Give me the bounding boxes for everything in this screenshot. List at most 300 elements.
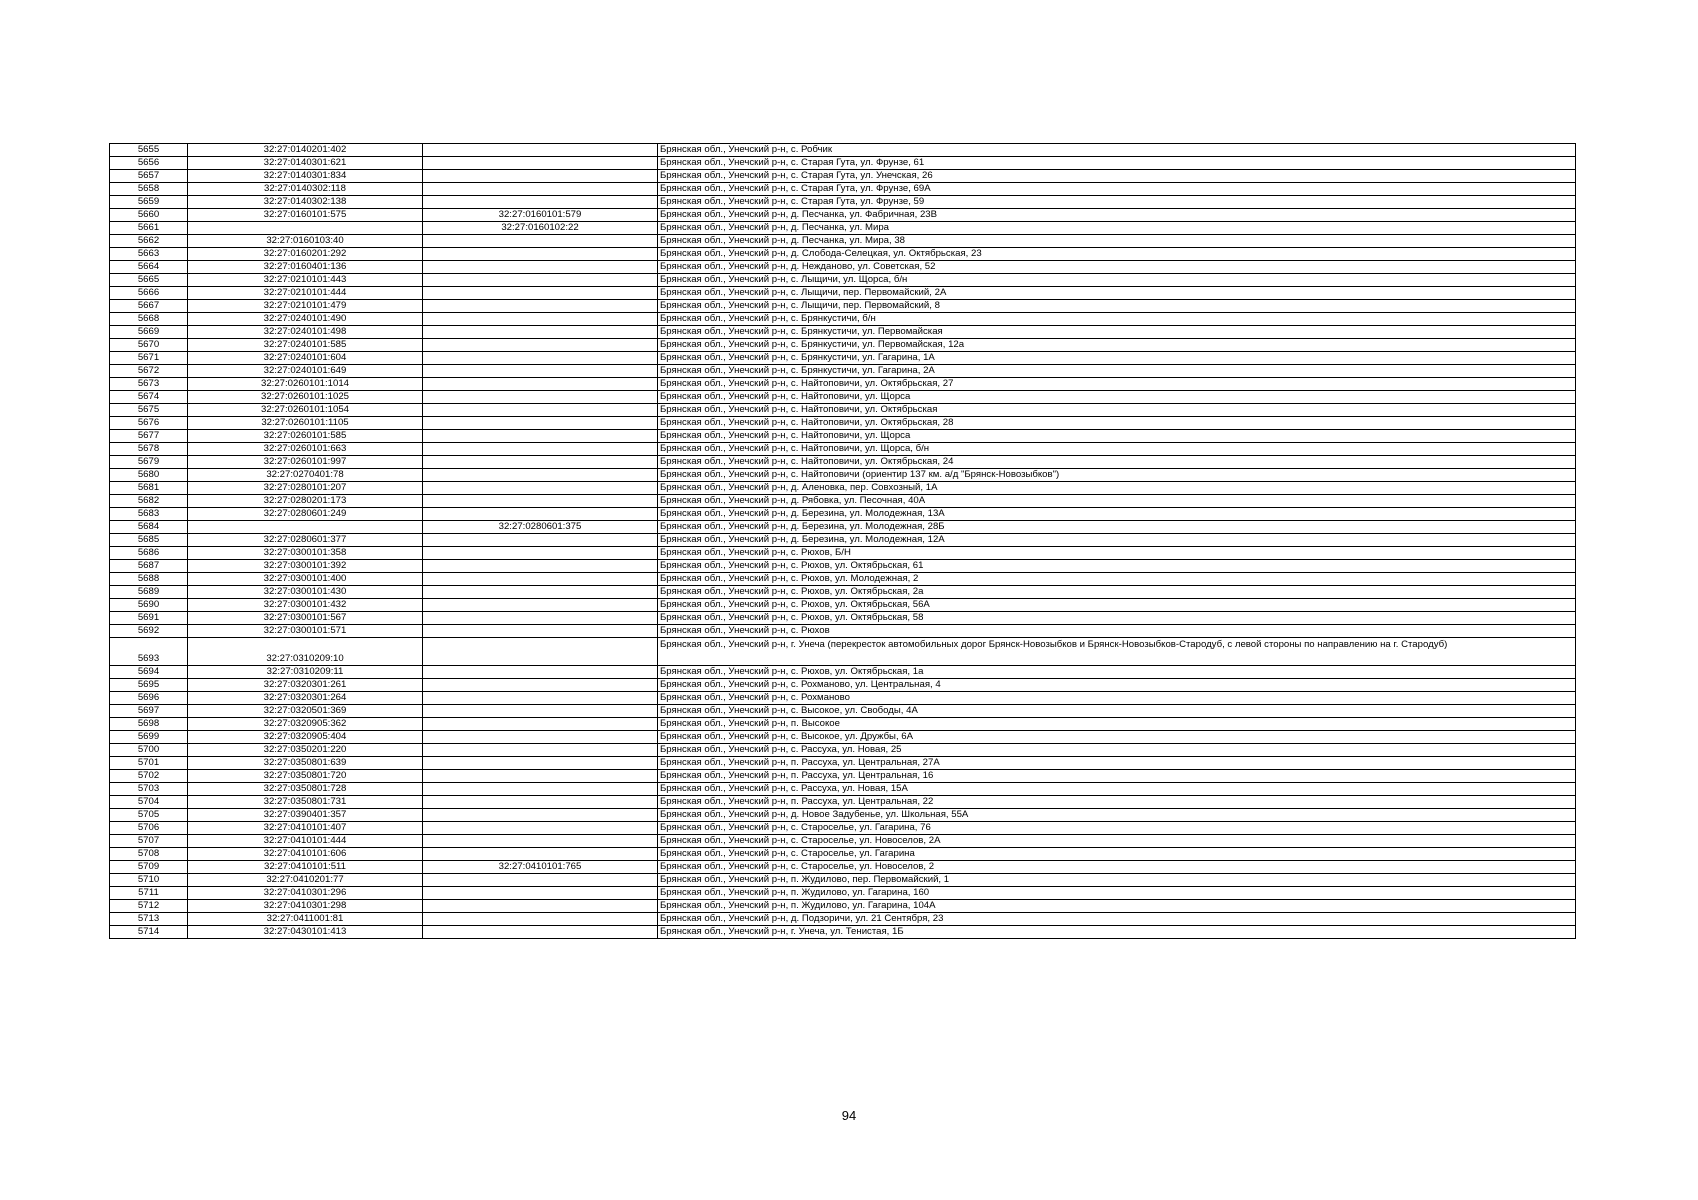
row-number-cell: 5661 bbox=[110, 222, 188, 235]
cadastral-number-cell: 32:27:0410101:444 bbox=[188, 835, 423, 848]
table-row bbox=[110, 456, 1576, 469]
cadastral-number-cell: 32:27:0160401:136 bbox=[188, 261, 423, 274]
table-row bbox=[110, 378, 1576, 391]
related-cadastral-number-cell bbox=[423, 900, 658, 913]
address-cell: Брянская обл., Унечский р-н, с. Найтоповичи (ориентир 137 км. а/д "Брянск-Новозыбков") bbox=[658, 469, 1576, 482]
row-number-cell: 5714 bbox=[110, 926, 188, 939]
row-number-cell: 5676 bbox=[110, 417, 188, 430]
cadastral-number-cell: 32:27:0260101:585 bbox=[188, 430, 423, 443]
address-cell: Брянская обл., Унечский р-н, с. Найтоповичи, ул. Октябрьская, 28 bbox=[658, 417, 1576, 430]
related-cadastral-number-cell bbox=[423, 391, 658, 404]
cadastral-number-cell: 32:27:0300101:400 bbox=[188, 573, 423, 586]
row-number-cell: 5672 bbox=[110, 365, 188, 378]
table-row bbox=[110, 783, 1576, 796]
cadastral-number-cell: 32:27:0240101:490 bbox=[188, 313, 423, 326]
row-number-cell: 5692 bbox=[110, 625, 188, 638]
address-cell: Брянская обл., Унечский р-н, п. Жудилово, пер. Первомайский, 1 bbox=[658, 874, 1576, 887]
related-cadastral-number-cell bbox=[423, 326, 658, 339]
related-cadastral-number-cell bbox=[423, 157, 658, 170]
table-row bbox=[110, 599, 1576, 612]
cadastral-number-cell: 32:27:0240101:649 bbox=[188, 365, 423, 378]
cadastral-number-cell: 32:27:0410101:606 bbox=[188, 848, 423, 861]
cadastral-number-cell: 32:27:0140302:118 bbox=[188, 183, 423, 196]
row-number-cell: 5701 bbox=[110, 757, 188, 770]
row-number-cell: 5666 bbox=[110, 287, 188, 300]
cadastral-number-cell: 32:27:0411001:81 bbox=[188, 913, 423, 926]
table-row bbox=[110, 625, 1576, 638]
table-row bbox=[110, 809, 1576, 822]
related-cadastral-number-cell bbox=[423, 196, 658, 209]
table-row bbox=[110, 638, 1576, 666]
related-cadastral-number-cell bbox=[423, 835, 658, 848]
table-row bbox=[110, 612, 1576, 625]
cadastral-number-cell: 32:27:0410301:296 bbox=[188, 887, 423, 900]
table-row bbox=[110, 391, 1576, 404]
address-cell: Брянская обл., Унечский р-н, п. Рассуха, ул. Центральная, 27А bbox=[658, 757, 1576, 770]
cadastral-number-cell: 32:27:0300101:358 bbox=[188, 547, 423, 560]
row-number-cell: 5709 bbox=[110, 861, 188, 874]
row-number-cell: 5668 bbox=[110, 313, 188, 326]
related-cadastral-number-cell bbox=[423, 456, 658, 469]
row-number-cell: 5713 bbox=[110, 913, 188, 926]
related-cadastral-number-cell bbox=[423, 534, 658, 547]
related-cadastral-number-cell bbox=[423, 718, 658, 731]
address-cell: Брянская обл., Унечский р-н, д. Подзоричи, ул. 21 Сентября, 23 bbox=[658, 913, 1576, 926]
related-cadastral-number-cell: 32:27:0160101:579 bbox=[423, 209, 658, 222]
address-cell: Брянская обл., Унечский р-н, с. Найтоповичи, ул. Октябрьская, 24 bbox=[658, 456, 1576, 469]
cadastral-number-cell bbox=[188, 521, 423, 534]
registry-table bbox=[109, 143, 1576, 939]
related-cadastral-number-cell: 32:27:0160102:22 bbox=[423, 222, 658, 235]
table-row bbox=[110, 365, 1576, 378]
table-row bbox=[110, 887, 1576, 900]
related-cadastral-number-cell bbox=[423, 482, 658, 495]
address-cell: Брянская обл., Унечский р-н, д. Рябовка, ул. Песочная, 40А bbox=[658, 495, 1576, 508]
address-cell: Брянская обл., Унечский р-н, п. Жудилово, ул. Гагарина, 104А bbox=[658, 900, 1576, 913]
address-cell: Брянская обл., Унечский р-н, с. Старая Гута, ул. Унечская, 26 bbox=[658, 170, 1576, 183]
address-cell: Брянская обл., Унечский р-н, с. Староселье, ул. Новоселов, 2А bbox=[658, 835, 1576, 848]
cadastral-number-cell: 32:27:0350801:720 bbox=[188, 770, 423, 783]
address-cell: Брянская обл., Унечский р-н, с. Лыщичи, пер. Первомайский, 8 bbox=[658, 300, 1576, 313]
address-cell: Брянская обл., Унечский р-н, с. Старая Гута, ул. Фрунзе, 59 bbox=[658, 196, 1576, 209]
related-cadastral-number-cell bbox=[423, 744, 658, 757]
table-row bbox=[110, 144, 1576, 157]
address-cell: Брянская обл., Унечский р-н, с. Найтоповичи, ул. Щорса, б/н bbox=[658, 443, 1576, 456]
cadastral-number-cell: 32:27:0320301:264 bbox=[188, 692, 423, 705]
cadastral-number-cell: 32:27:0280601:249 bbox=[188, 508, 423, 521]
address-cell: Брянская обл., Унечский р-н, с. Рюхов, Б/Н bbox=[658, 547, 1576, 560]
cadastral-number-cell: 32:27:0350801:731 bbox=[188, 796, 423, 809]
address-cell: Брянская обл., Унечский р-н, д. Песчанка, ул. Мира bbox=[658, 222, 1576, 235]
address-cell: Брянская обл., Унечский р-н, с. Рохманово bbox=[658, 692, 1576, 705]
related-cadastral-number-cell bbox=[423, 809, 658, 822]
related-cadastral-number-cell bbox=[423, 352, 658, 365]
address-cell: Брянская обл., Унечский р-н, п. Рассуха, ул. Центральная, 22 bbox=[658, 796, 1576, 809]
cadastral-number-cell: 32:27:0410301:298 bbox=[188, 900, 423, 913]
related-cadastral-number-cell bbox=[423, 599, 658, 612]
related-cadastral-number-cell bbox=[423, 679, 658, 692]
cadastral-number-cell: 32:27:0300101:392 bbox=[188, 560, 423, 573]
related-cadastral-number-cell: 32:27:0410101:765 bbox=[423, 861, 658, 874]
row-number-cell: 5674 bbox=[110, 391, 188, 404]
table-row bbox=[110, 666, 1576, 679]
row-number-cell: 5711 bbox=[110, 887, 188, 900]
row-number-cell: 5705 bbox=[110, 809, 188, 822]
address-cell: Брянская обл., Унечский р-н, д. Песчанка, ул. Фабричная, 23В bbox=[658, 209, 1576, 222]
address-cell: Брянская обл., Унечский р-н, с. Брянкустичи, ул. Гагарина, 1А bbox=[658, 352, 1576, 365]
address-cell: Брянская обл., Унечский р-н, с. Рюхов, ул. Октябрьская, 61 bbox=[658, 560, 1576, 573]
table-row bbox=[110, 521, 1576, 534]
related-cadastral-number-cell bbox=[423, 638, 658, 666]
row-number-cell: 5703 bbox=[110, 783, 188, 796]
row-number-cell: 5662 bbox=[110, 235, 188, 248]
cadastral-number-cell: 32:27:0140302:138 bbox=[188, 196, 423, 209]
related-cadastral-number-cell bbox=[423, 144, 658, 157]
related-cadastral-number-cell bbox=[423, 183, 658, 196]
address-cell: Брянская обл., Унечский р-н, с. Лыщичи, пер. Первомайский, 2А bbox=[658, 287, 1576, 300]
address-cell: Брянская обл., Унечский р-н, с. Лыщичи, ул. Щорса, б/н bbox=[658, 274, 1576, 287]
related-cadastral-number-cell bbox=[423, 560, 658, 573]
row-number-cell: 5702 bbox=[110, 770, 188, 783]
related-cadastral-number-cell bbox=[423, 313, 658, 326]
address-cell: Брянская обл., Унечский р-н, с. Рюхов, ул. Октябрьская, 58 bbox=[658, 612, 1576, 625]
table-row bbox=[110, 835, 1576, 848]
table-row bbox=[110, 534, 1576, 547]
address-cell: Брянская обл., Унечский р-н, с. Староселье, ул. Гагарина, 76 bbox=[658, 822, 1576, 835]
table-row bbox=[110, 261, 1576, 274]
row-number-cell: 5689 bbox=[110, 586, 188, 599]
address-cell: Брянская обл., Унечский р-н, д. Аленовка, пер. Совхозный, 1А bbox=[658, 482, 1576, 495]
row-number-cell: 5683 bbox=[110, 508, 188, 521]
table-row bbox=[110, 861, 1576, 874]
row-number-cell: 5684 bbox=[110, 521, 188, 534]
cadastral-number-cell: 32:27:0240101:585 bbox=[188, 339, 423, 352]
related-cadastral-number-cell bbox=[423, 705, 658, 718]
address-cell: Брянская обл., Унечский р-н, п. Высокое bbox=[658, 718, 1576, 731]
row-number-cell: 5698 bbox=[110, 718, 188, 731]
cadastral-number-cell: 32:27:0140301:621 bbox=[188, 157, 423, 170]
row-number-cell: 5690 bbox=[110, 599, 188, 612]
cadastral-number-cell: 32:27:0390401:357 bbox=[188, 809, 423, 822]
related-cadastral-number-cell bbox=[423, 666, 658, 679]
table-row bbox=[110, 417, 1576, 430]
cadastral-number-cell: 32:27:0280101:207 bbox=[188, 482, 423, 495]
row-number-cell: 5667 bbox=[110, 300, 188, 313]
table-row bbox=[110, 757, 1576, 770]
cadastral-number-cell: 32:27:0260101:663 bbox=[188, 443, 423, 456]
cadastral-number-cell bbox=[188, 222, 423, 235]
cadastral-number-cell: 32:27:0350801:728 bbox=[188, 783, 423, 796]
cadastral-number-cell: 32:27:0260101:1054 bbox=[188, 404, 423, 417]
table-row bbox=[110, 900, 1576, 913]
address-cell: Брянская обл., Унечский р-н, г. Унеча (перекресток автомобильных дорог Брянск-Новозыбков и Брянск-Новозыбков-Стародуб, с левой стороны по направлению на г. Стародуб) bbox=[658, 638, 1576, 666]
table-row bbox=[110, 573, 1576, 586]
address-cell: Брянская обл., Унечский р-н, с. Рюхов, ул. Октябрьская, 2а bbox=[658, 586, 1576, 599]
row-number-cell: 5659 bbox=[110, 196, 188, 209]
cadastral-number-cell: 32:27:0300101:432 bbox=[188, 599, 423, 612]
related-cadastral-number-cell bbox=[423, 430, 658, 443]
address-cell: Брянская обл., Унечский р-н, с. Найтоповичи, ул. Щорса bbox=[658, 430, 1576, 443]
address-cell: Брянская обл., Унечский р-н, с. Старая Гута, ул. Фрунзе, 61 bbox=[658, 157, 1576, 170]
address-cell: Брянская обл., Унечский р-н, с. Рюхов, ул. Октябрьская, 56А bbox=[658, 599, 1576, 612]
related-cadastral-number-cell bbox=[423, 757, 658, 770]
registry-sheet bbox=[109, 143, 1576, 939]
address-cell: Брянская обл., Унечский р-н, с. Высокое, ул. Дружбы, 6А bbox=[658, 731, 1576, 744]
table-row bbox=[110, 183, 1576, 196]
related-cadastral-number-cell bbox=[423, 612, 658, 625]
related-cadastral-number-cell bbox=[423, 508, 658, 521]
cadastral-number-cell: 32:27:0280201:173 bbox=[188, 495, 423, 508]
row-number-cell: 5680 bbox=[110, 469, 188, 482]
address-cell: Брянская обл., Унечский р-н, с. Рохманово, ул. Центральная, 4 bbox=[658, 679, 1576, 692]
cadastral-number-cell: 32:27:0430101:413 bbox=[188, 926, 423, 939]
table-row bbox=[110, 770, 1576, 783]
address-cell: Брянская обл., Унечский р-н, с. Старая Гута, ул. Фрунзе, 69А bbox=[658, 183, 1576, 196]
related-cadastral-number-cell bbox=[423, 796, 658, 809]
table-row bbox=[110, 508, 1576, 521]
table-row bbox=[110, 222, 1576, 235]
row-number-cell: 5685 bbox=[110, 534, 188, 547]
row-number-cell: 5669 bbox=[110, 326, 188, 339]
address-cell: Брянская обл., Унечский р-н, с. Рюхов, ул. Молодежная, 2 bbox=[658, 573, 1576, 586]
cadastral-number-cell: 32:27:0140201:402 bbox=[188, 144, 423, 157]
table-row bbox=[110, 404, 1576, 417]
table-row bbox=[110, 482, 1576, 495]
cadastral-number-cell: 32:27:0300101:567 bbox=[188, 612, 423, 625]
related-cadastral-number-cell bbox=[423, 495, 658, 508]
address-cell: Брянская обл., Унечский р-н, д. Слобода-Селецкая, ул. Октябрьская, 23 bbox=[658, 248, 1576, 261]
table-row bbox=[110, 744, 1576, 757]
row-number-cell: 5663 bbox=[110, 248, 188, 261]
address-cell: Брянская обл., Унечский р-н, д. Березина, ул. Молодежная, 12А bbox=[658, 534, 1576, 547]
address-cell: Брянская обл., Унечский р-н, д. Березина, ул. Молодежная, 13А bbox=[658, 508, 1576, 521]
related-cadastral-number-cell bbox=[423, 443, 658, 456]
table-row bbox=[110, 339, 1576, 352]
address-cell: Брянская обл., Унечский р-н, с. Робчик bbox=[658, 144, 1576, 157]
table-row bbox=[110, 287, 1576, 300]
row-number-cell: 5699 bbox=[110, 731, 188, 744]
cadastral-number-cell: 32:27:0160101:575 bbox=[188, 209, 423, 222]
row-number-cell: 5694 bbox=[110, 666, 188, 679]
related-cadastral-number-cell bbox=[423, 404, 658, 417]
table-row bbox=[110, 196, 1576, 209]
row-number-cell: 5700 bbox=[110, 744, 188, 757]
table-row bbox=[110, 313, 1576, 326]
related-cadastral-number-cell bbox=[423, 547, 658, 560]
table-row bbox=[110, 560, 1576, 573]
related-cadastral-number-cell bbox=[423, 874, 658, 887]
cadastral-number-cell: 32:27:0410101:511 bbox=[188, 861, 423, 874]
row-number-cell: 5681 bbox=[110, 482, 188, 495]
address-cell: Брянская обл., Унечский р-н, п. Рассуха, ул. Центральная, 16 bbox=[658, 770, 1576, 783]
related-cadastral-number-cell bbox=[423, 365, 658, 378]
related-cadastral-number-cell bbox=[423, 926, 658, 939]
cadastral-number-cell: 32:27:0320905:362 bbox=[188, 718, 423, 731]
table-row bbox=[110, 822, 1576, 835]
address-cell: Брянская обл., Унечский р-н, с. Рассуха, ул. Новая, 25 bbox=[658, 744, 1576, 757]
table-row bbox=[110, 705, 1576, 718]
row-number-cell: 5664 bbox=[110, 261, 188, 274]
related-cadastral-number-cell: 32:27:0280601:375 bbox=[423, 521, 658, 534]
related-cadastral-number-cell bbox=[423, 170, 658, 183]
related-cadastral-number-cell bbox=[423, 783, 658, 796]
table-row bbox=[110, 326, 1576, 339]
related-cadastral-number-cell bbox=[423, 417, 658, 430]
table-row bbox=[110, 547, 1576, 560]
related-cadastral-number-cell bbox=[423, 248, 658, 261]
row-number-cell: 5673 bbox=[110, 378, 188, 391]
row-number-cell: 5670 bbox=[110, 339, 188, 352]
address-cell: Брянская обл., Унечский р-н, с. Найтоповичи, ул. Октябрьская, 27 bbox=[658, 378, 1576, 391]
related-cadastral-number-cell bbox=[423, 339, 658, 352]
related-cadastral-number-cell bbox=[423, 378, 658, 391]
related-cadastral-number-cell bbox=[423, 848, 658, 861]
table-row bbox=[110, 679, 1576, 692]
address-cell: Брянская обл., Унечский р-н, д. Нежданово, ул. Советская, 52 bbox=[658, 261, 1576, 274]
table-row bbox=[110, 274, 1576, 287]
table-row bbox=[110, 209, 1576, 222]
cadastral-number-cell: 32:27:0320905:404 bbox=[188, 731, 423, 744]
related-cadastral-number-cell bbox=[423, 887, 658, 900]
cadastral-number-cell: 32:27:0410101:407 bbox=[188, 822, 423, 835]
row-number-cell: 5665 bbox=[110, 274, 188, 287]
address-cell: Брянская обл., Унечский р-н, с. Староселье, ул. Гагарина bbox=[658, 848, 1576, 861]
related-cadastral-number-cell bbox=[423, 261, 658, 274]
row-number-cell: 5671 bbox=[110, 352, 188, 365]
row-number-cell: 5660 bbox=[110, 209, 188, 222]
related-cadastral-number-cell bbox=[423, 586, 658, 599]
table-row bbox=[110, 430, 1576, 443]
address-cell: Брянская обл., Унечский р-н, д. Новое Задубенье, ул. Школьная, 55А bbox=[658, 809, 1576, 822]
table-row bbox=[110, 495, 1576, 508]
cadastral-number-cell: 32:27:0260101:1014 bbox=[188, 378, 423, 391]
table-row bbox=[110, 926, 1576, 939]
cadastral-number-cell: 32:27:0140301:834 bbox=[188, 170, 423, 183]
cadastral-number-cell: 32:27:0210101:444 bbox=[188, 287, 423, 300]
row-number-cell: 5687 bbox=[110, 560, 188, 573]
related-cadastral-number-cell bbox=[423, 625, 658, 638]
address-cell: Брянская обл., Унечский р-н, с. Брянкустичи, ул. Первомайская bbox=[658, 326, 1576, 339]
cadastral-number-cell: 32:27:0350801:639 bbox=[188, 757, 423, 770]
related-cadastral-number-cell bbox=[423, 822, 658, 835]
cadastral-number-cell: 32:27:0160103:40 bbox=[188, 235, 423, 248]
row-number-cell: 5677 bbox=[110, 430, 188, 443]
table-row bbox=[110, 913, 1576, 926]
cadastral-number-cell: 32:27:0410201:77 bbox=[188, 874, 423, 887]
table-row bbox=[110, 469, 1576, 482]
address-cell: Брянская обл., Унечский р-н, с. Брянкустичи, ул. Гагарина, 2А bbox=[658, 365, 1576, 378]
cadastral-number-cell: 32:27:0210101:443 bbox=[188, 274, 423, 287]
row-number-cell: 5657 bbox=[110, 170, 188, 183]
table-row bbox=[110, 235, 1576, 248]
address-cell: Брянская обл., Унечский р-н, п. Жудилово, ул. Гагарина, 160 bbox=[658, 887, 1576, 900]
row-number-cell: 5675 bbox=[110, 404, 188, 417]
related-cadastral-number-cell bbox=[423, 235, 658, 248]
table-row bbox=[110, 848, 1576, 861]
page-number: 94 bbox=[841, 1108, 857, 1123]
address-cell: Брянская обл., Унечский р-н, г. Унеча, ул. Тенистая, 1Б bbox=[658, 926, 1576, 939]
cadastral-number-cell: 32:27:0300101:430 bbox=[188, 586, 423, 599]
row-number-cell: 5691 bbox=[110, 612, 188, 625]
registry-table-body bbox=[110, 144, 1576, 939]
table-row bbox=[110, 731, 1576, 744]
address-cell: Брянская обл., Унечский р-н, с. Рюхов bbox=[658, 625, 1576, 638]
row-number-cell: 5688 bbox=[110, 573, 188, 586]
address-cell: Брянская обл., Унечский р-н, с. Найтоповичи, ул. Щорса bbox=[658, 391, 1576, 404]
address-cell: Брянская обл., Унечский р-н, с. Рюхов, ул. Октябрьская, 1а bbox=[658, 666, 1576, 679]
row-number-cell: 5693 bbox=[110, 638, 188, 666]
address-cell: Брянская обл., Унечский р-н, с. Найтоповичи, ул. Октябрьская bbox=[658, 404, 1576, 417]
row-number-cell: 5710 bbox=[110, 874, 188, 887]
related-cadastral-number-cell bbox=[423, 573, 658, 586]
related-cadastral-number-cell bbox=[423, 287, 658, 300]
row-number-cell: 5656 bbox=[110, 157, 188, 170]
table-row bbox=[110, 874, 1576, 887]
address-cell: Брянская обл., Унечский р-н, д. Песчанка, ул. Мира, 38 bbox=[658, 235, 1576, 248]
row-number-cell: 5704 bbox=[110, 796, 188, 809]
cadastral-number-cell: 32:27:0160201:292 bbox=[188, 248, 423, 261]
address-cell: Брянская обл., Унечский р-н, д. Березина, ул. Молодежная, 28Б bbox=[658, 521, 1576, 534]
address-cell: Брянская обл., Унечский р-н, с. Рассуха, ул. Новая, 15А bbox=[658, 783, 1576, 796]
related-cadastral-number-cell bbox=[423, 913, 658, 926]
address-cell: Брянская обл., Унечский р-н, с. Брянкустичи, ул. Первомайская, 12а bbox=[658, 339, 1576, 352]
related-cadastral-number-cell bbox=[423, 731, 658, 744]
row-number-cell: 5655 bbox=[110, 144, 188, 157]
row-number-cell: 5706 bbox=[110, 822, 188, 835]
cadastral-number-cell: 32:27:0310209:11 bbox=[188, 666, 423, 679]
table-row bbox=[110, 796, 1576, 809]
related-cadastral-number-cell bbox=[423, 692, 658, 705]
cadastral-number-cell: 32:27:0280601:377 bbox=[188, 534, 423, 547]
cadastral-number-cell: 32:27:0310209:10 bbox=[188, 638, 423, 666]
cadastral-number-cell: 32:27:0270401:78 bbox=[188, 469, 423, 482]
row-number-cell: 5696 bbox=[110, 692, 188, 705]
cadastral-number-cell: 32:27:0320301:261 bbox=[188, 679, 423, 692]
table-row bbox=[110, 248, 1576, 261]
cadastral-number-cell: 32:27:0320501:369 bbox=[188, 705, 423, 718]
row-number-cell: 5686 bbox=[110, 547, 188, 560]
table-row bbox=[110, 443, 1576, 456]
row-number-cell: 5708 bbox=[110, 848, 188, 861]
address-cell: Брянская обл., Унечский р-н, с. Староселье, ул. Новоселов, 2 bbox=[658, 861, 1576, 874]
cadastral-number-cell: 32:27:0260101:1105 bbox=[188, 417, 423, 430]
row-number-cell: 5697 bbox=[110, 705, 188, 718]
cadastral-number-cell: 32:27:0350201:220 bbox=[188, 744, 423, 757]
table-row bbox=[110, 157, 1576, 170]
table-row bbox=[110, 692, 1576, 705]
row-number-cell: 5712 bbox=[110, 900, 188, 913]
row-number-cell: 5658 bbox=[110, 183, 188, 196]
cadastral-number-cell: 32:27:0260101:1025 bbox=[188, 391, 423, 404]
row-number-cell: 5707 bbox=[110, 835, 188, 848]
related-cadastral-number-cell bbox=[423, 274, 658, 287]
related-cadastral-number-cell bbox=[423, 300, 658, 313]
table-row bbox=[110, 718, 1576, 731]
table-row bbox=[110, 300, 1576, 313]
related-cadastral-number-cell bbox=[423, 770, 658, 783]
cadastral-number-cell: 32:27:0240101:498 bbox=[188, 326, 423, 339]
cadastral-number-cell: 32:27:0240101:604 bbox=[188, 352, 423, 365]
row-number-cell: 5682 bbox=[110, 495, 188, 508]
table-row bbox=[110, 170, 1576, 183]
table-row bbox=[110, 586, 1576, 599]
row-number-cell: 5679 bbox=[110, 456, 188, 469]
cadastral-number-cell: 32:27:0300101:571 bbox=[188, 625, 423, 638]
address-cell: Брянская обл., Унечский р-н, с. Брянкустичи, б/н bbox=[658, 313, 1576, 326]
cadastral-number-cell: 32:27:0260101:997 bbox=[188, 456, 423, 469]
row-number-cell: 5695 bbox=[110, 679, 188, 692]
cadastral-number-cell: 32:27:0210101:479 bbox=[188, 300, 423, 313]
